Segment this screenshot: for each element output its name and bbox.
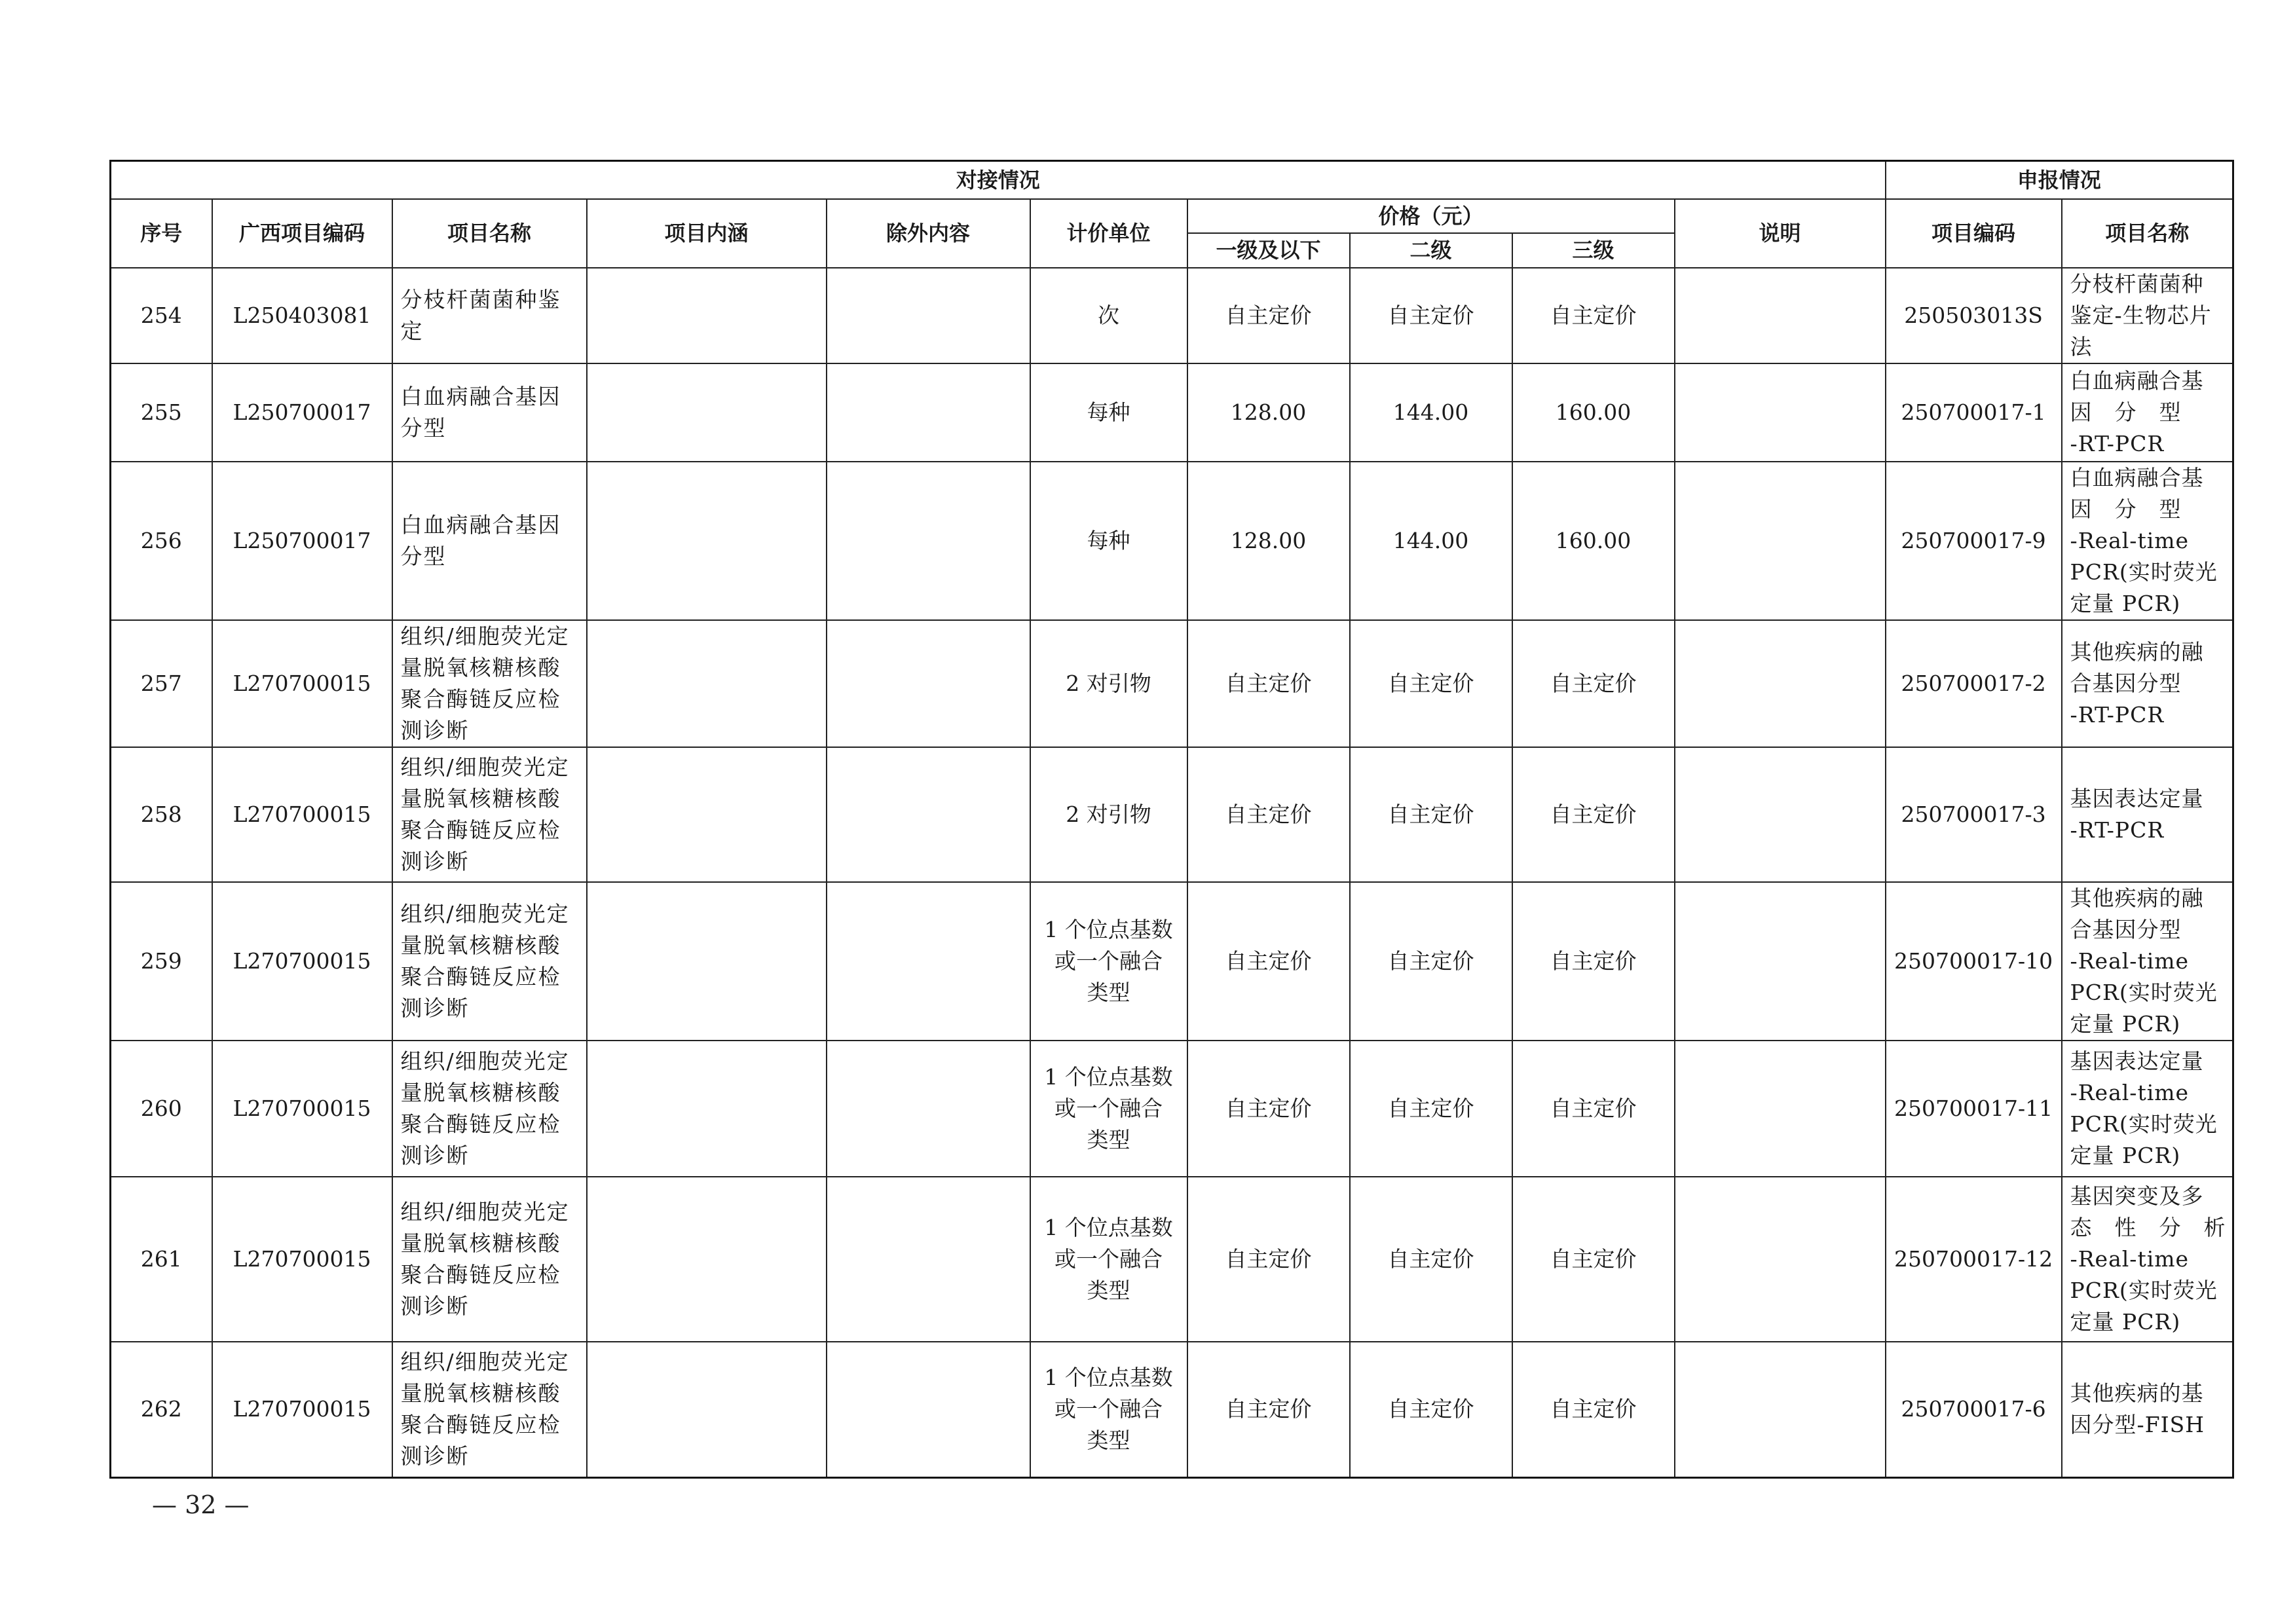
- cell-unit: [1030, 1041, 1187, 1177]
- cell-name: [392, 1041, 587, 1177]
- cell-reg-name-line: 法: [2070, 333, 2093, 360]
- cell-content: [587, 1342, 827, 1478]
- group-header-docking: 对接情况: [111, 161, 1886, 199]
- table-row: [111, 747, 2233, 882]
- cell-exclusion: [827, 462, 1030, 620]
- cell-price-level2: 144.00: [1350, 462, 1512, 620]
- cell-name-line: 测诊断: [400, 717, 470, 743]
- cell-price-level1: 自主定价: [1187, 1342, 1350, 1478]
- cell-reg-name-line: 合基因分型: [2070, 916, 2182, 942]
- cell-gx-code: L270700015: [212, 747, 392, 882]
- cell-unit-line: 或一个融合: [1054, 1396, 1163, 1422]
- cell-unit-line: 1 个位点基数: [1044, 1214, 1173, 1240]
- cell-price-level2: 自主定价: [1350, 268, 1512, 363]
- cell-note: [1675, 462, 1886, 620]
- cell-exclusion: [827, 747, 1030, 882]
- cell-name-line: 量脱氧核糖核酸: [400, 785, 561, 811]
- cell-price-level2: 144.00: [1350, 363, 1512, 462]
- cell-note: [1675, 1041, 1886, 1177]
- cell-unit: [1030, 1342, 1187, 1478]
- cell-reg-name-line: -Real-time: [2070, 1246, 2190, 1272]
- cell-gx-code: L250700017: [212, 462, 392, 620]
- cell-name-line: 组织/细胞荧光定: [400, 1349, 570, 1375]
- cell-note: [1675, 747, 1886, 882]
- header-content: 项目内涵: [587, 199, 827, 268]
- table-row: [111, 1041, 2233, 1177]
- cell-exclusion: [827, 1342, 1030, 1478]
- cell-reg-name-line: -RT-PCR: [2070, 430, 2165, 456]
- cell-content: [587, 268, 827, 363]
- cell-reg-name-line: 鉴定-生物芯片: [2070, 302, 2212, 328]
- cell-note: [1675, 620, 1886, 747]
- cell-exclusion: [827, 1041, 1030, 1177]
- cell-reg-name-line: 分枝杆菌菌种: [2070, 270, 2204, 297]
- cell-price-level1: 自主定价: [1187, 268, 1350, 363]
- cell-price-level3: 160.00: [1512, 363, 1675, 462]
- table-row: [111, 620, 2233, 747]
- header-reg-name: 项目名称: [2062, 199, 2233, 268]
- cell-seq: 254: [111, 268, 212, 363]
- cell-seq: 256: [111, 462, 212, 620]
- cell-price-level1: 128.00: [1187, 363, 1350, 462]
- cell-reg-name-line: -Real-time: [2070, 527, 2190, 553]
- header-exclusion: 除外内容: [827, 199, 1030, 268]
- cell-reg-name-line: PCR(实时荧光: [2070, 1111, 2218, 1137]
- cell-gx-code: L270700015: [212, 882, 392, 1041]
- cell-gx-code: L250403081: [212, 268, 392, 363]
- cell-price-level1: 自主定价: [1187, 620, 1350, 747]
- cell-unit: [1030, 1177, 1187, 1342]
- cell-name-line: 测诊断: [400, 1293, 470, 1319]
- cell-price-level2: 自主定价: [1350, 882, 1512, 1041]
- cell-name-line: 分型: [400, 415, 447, 441]
- cell-gx-code: L270700015: [212, 620, 392, 747]
- cell-name: [392, 620, 587, 747]
- cell-reg-name: [2062, 747, 2233, 882]
- cell-unit: [1030, 882, 1187, 1041]
- cell-note: [1675, 882, 1886, 1041]
- cell-unit-line: 类型: [1087, 1126, 1130, 1153]
- cell-reg-name: [2062, 268, 2233, 363]
- cell-unit: [1030, 747, 1187, 882]
- cell-price-level3: 自主定价: [1512, 747, 1675, 882]
- cell-unit-line: 每种: [1087, 399, 1130, 425]
- cell-price-level1: 128.00: [1187, 462, 1350, 620]
- header-unit: 计价单位: [1030, 199, 1187, 268]
- cell-gx-code: L270700015: [212, 1342, 392, 1478]
- cell-reg-name-line: -Real-time: [2070, 1079, 2190, 1105]
- table-row: [111, 363, 2233, 462]
- cell-reg-name: [2062, 1041, 2233, 1177]
- cell-unit-line: 2 对引物: [1066, 801, 1151, 827]
- cell-unit-line: 1 个位点基数: [1044, 916, 1173, 942]
- cell-price-level1: 自主定价: [1187, 1041, 1350, 1177]
- cell-unit-line: 或一个融合: [1054, 948, 1163, 974]
- cell-price-level2: 自主定价: [1350, 1342, 1512, 1478]
- cell-name-line: 组织/细胞荧光定: [400, 623, 570, 649]
- cell-exclusion: [827, 363, 1030, 462]
- cell-price-level3: 自主定价: [1512, 1041, 1675, 1177]
- cell-name: [392, 1342, 587, 1478]
- header-level1: 一级及以下: [1187, 233, 1350, 268]
- cell-name-line: 测诊断: [400, 848, 470, 874]
- cell-code: 250700017-2: [1886, 620, 2062, 747]
- cell-unit-line: 类型: [1087, 1277, 1130, 1303]
- cell-name-line: 聚合酶链反应检: [400, 963, 561, 989]
- cell-name-line: 量脱氧核糖核酸: [400, 1380, 561, 1407]
- header-level2: 二级: [1350, 233, 1512, 268]
- cell-name-line: 测诊断: [400, 1443, 470, 1469]
- cell-name: [392, 363, 587, 462]
- cell-price-level2: 自主定价: [1350, 620, 1512, 747]
- cell-note: [1675, 268, 1886, 363]
- cell-name-line: 定: [400, 318, 424, 344]
- cell-code: 250700017-11: [1886, 1041, 2062, 1177]
- cell-reg-name-line: -Real-time: [2070, 948, 2190, 974]
- cell-reg-name: [2062, 882, 2233, 1041]
- cell-code: 250700017-6: [1886, 1342, 2062, 1478]
- cell-price-level2: 自主定价: [1350, 747, 1512, 882]
- cell-name: [392, 1177, 587, 1342]
- cell-unit-line: 或一个融合: [1054, 1095, 1163, 1121]
- cell-content: [587, 1041, 827, 1177]
- cell-reg-name-line: -RT-PCR: [2070, 817, 2165, 843]
- cell-unit: [1030, 363, 1187, 462]
- cell-price-level2: 自主定价: [1350, 1177, 1512, 1342]
- cell-note: [1675, 1342, 1886, 1478]
- cell-exclusion: [827, 620, 1030, 747]
- cell-reg-name-line: 基因突变及多: [2070, 1183, 2204, 1209]
- cell-reg-name: [2062, 462, 2233, 620]
- header-level3: 三级: [1512, 233, 1675, 268]
- cell-seq: 259: [111, 882, 212, 1041]
- cell-reg-name-line: PCR(实时荧光: [2070, 1277, 2218, 1303]
- cell-unit-line: 1 个位点基数: [1044, 1365, 1173, 1391]
- price-table: [109, 160, 2234, 1479]
- header-note: 说明: [1675, 199, 1886, 268]
- cell-name-line: 量脱氧核糖核酸: [400, 932, 561, 958]
- cell-name-line: 组织/细胞荧光定: [400, 900, 570, 927]
- cell-name-line: 组织/细胞荧光定: [400, 1048, 570, 1074]
- cell-note: [1675, 1177, 1886, 1342]
- cell-price-level3: 自主定价: [1512, 882, 1675, 1041]
- cell-reg-name-line: 定量 PCR): [2070, 590, 2181, 616]
- cell-name: [392, 747, 587, 882]
- cell-reg-name-line: 其他疾病的融: [2070, 638, 2204, 665]
- cell-unit-line: 次: [1098, 302, 1119, 328]
- cell-reg-name: [2062, 620, 2233, 747]
- cell-name-line: 测诊断: [400, 1142, 470, 1168]
- cell-reg-name-line: 基因表达定量: [2070, 785, 2204, 811]
- cell-name-line: 组织/细胞荧光定: [400, 1198, 570, 1225]
- table-row: [111, 882, 2233, 1041]
- cell-unit-line: 2 对引物: [1066, 670, 1151, 696]
- cell-reg-name-line: 因 分 型: [2070, 399, 2182, 425]
- cell-price-level3: 自主定价: [1512, 620, 1675, 747]
- cell-unit-line: 每种: [1087, 527, 1130, 553]
- cell-code: 250700017-10: [1886, 882, 2062, 1041]
- cell-name-line: 聚合酶链反应检: [400, 686, 561, 712]
- cell-price-level3: 自主定价: [1512, 268, 1675, 363]
- cell-gx-code: L250700017: [212, 363, 392, 462]
- cell-reg-name-line: PCR(实时荧光: [2070, 979, 2218, 1005]
- cell-reg-name-line: 定量 PCR): [2070, 1308, 2181, 1335]
- cell-code: 250503013S: [1886, 268, 2062, 363]
- cell-exclusion: [827, 1177, 1030, 1342]
- cell-unit: [1030, 268, 1187, 363]
- cell-name-line: 分型: [400, 543, 447, 569]
- cell-reg-name-line: -RT-PCR: [2070, 701, 2165, 728]
- cell-name-line: 聚合酶链反应检: [400, 1111, 561, 1137]
- cell-unit-line: 类型: [1087, 1428, 1130, 1454]
- cell-name-line: 组织/细胞荧光定: [400, 754, 570, 780]
- header-seq: 序号: [111, 199, 212, 268]
- cell-reg-name: [2062, 363, 2233, 462]
- cell-seq: 260: [111, 1041, 212, 1177]
- cell-price-level2: 自主定价: [1350, 1041, 1512, 1177]
- header-name: 项目名称: [392, 199, 587, 268]
- cell-name-line: 量脱氧核糖核酸: [400, 1079, 561, 1105]
- cell-name: [392, 882, 587, 1041]
- cell-reg-name-line: 合基因分型: [2070, 670, 2182, 696]
- cell-reg-name-line: PCR(实时荧光: [2070, 559, 2218, 585]
- table-row: [111, 462, 2233, 620]
- table-row: [111, 1177, 2233, 1342]
- cell-unit: [1030, 462, 1187, 620]
- cell-content: [587, 620, 827, 747]
- table-row: [111, 268, 2233, 363]
- cell-seq: 262: [111, 1342, 212, 1478]
- cell-seq: 255: [111, 363, 212, 462]
- cell-seq: 258: [111, 747, 212, 882]
- cell-reg-name-line: 态 性 分 析: [2070, 1214, 2226, 1240]
- cell-name-line: 白血病融合基因: [400, 511, 561, 538]
- header-gx-code: 广西项目编码: [212, 199, 392, 268]
- cell-price-level1: 自主定价: [1187, 1177, 1350, 1342]
- header-code: 项目编码: [1886, 199, 2062, 268]
- cell-name-line: 分枝杆菌菌种鉴: [400, 286, 561, 312]
- cell-reg-name-line: 白血病融合基: [2070, 464, 2204, 490]
- cell-content: [587, 882, 827, 1041]
- cell-content: [587, 363, 827, 462]
- cell-price-level3: 160.00: [1512, 462, 1675, 620]
- cell-price-level1: 自主定价: [1187, 747, 1350, 882]
- cell-reg-name-line: 因分型-FISH: [2070, 1412, 2205, 1438]
- cell-exclusion: [827, 268, 1030, 363]
- cell-name-line: 量脱氧核糖核酸: [400, 654, 561, 680]
- cell-name-line: 聚合酶链反应检: [400, 1261, 561, 1287]
- cell-unit-line: 1 个位点基数: [1044, 1063, 1173, 1090]
- group-header-application: 申报情况: [1886, 161, 2233, 199]
- table-body: [111, 268, 2233, 1478]
- cell-name-line: 聚合酶链反应检: [400, 1412, 561, 1438]
- cell-reg-name-line: 其他疾病的融: [2070, 885, 2204, 911]
- cell-name-line: 测诊断: [400, 995, 470, 1021]
- cell-content: [587, 747, 827, 882]
- table-header: [111, 161, 2233, 268]
- cell-price-level1: 自主定价: [1187, 882, 1350, 1041]
- page-number: — 32 —: [152, 1490, 250, 1519]
- cell-seq: 257: [111, 620, 212, 747]
- cell-reg-name-line: 因 分 型: [2070, 496, 2182, 522]
- cell-reg-name-line: 其他疾病的基: [2070, 1380, 2204, 1407]
- cell-gx-code: L270700015: [212, 1177, 392, 1342]
- cell-content: [587, 462, 827, 620]
- cell-unit-line: 或一个融合: [1054, 1246, 1163, 1272]
- header-price: 价格（元）: [1187, 199, 1675, 233]
- cell-name: [392, 268, 587, 363]
- cell-note: [1675, 363, 1886, 462]
- cell-name-line: 量脱氧核糖核酸: [400, 1230, 561, 1256]
- cell-reg-name: [2062, 1177, 2233, 1342]
- cell-price-level3: 自主定价: [1512, 1342, 1675, 1478]
- cell-name: [392, 462, 587, 620]
- cell-reg-name-line: 定量 PCR): [2070, 1142, 2181, 1168]
- cell-content: [587, 1177, 827, 1342]
- cell-reg-name-line: 定量 PCR): [2070, 1010, 2181, 1037]
- cell-name-line: 聚合酶链反应检: [400, 817, 561, 843]
- price-table-page: [109, 160, 2232, 1479]
- cell-code: 250700017-9: [1886, 462, 2062, 620]
- cell-exclusion: [827, 882, 1030, 1041]
- cell-code: 250700017-12: [1886, 1177, 2062, 1342]
- cell-reg-name: [2062, 1342, 2233, 1478]
- cell-name-line: 白血病融合基因: [400, 383, 561, 409]
- cell-reg-name-line: 白血病融合基: [2070, 367, 2204, 394]
- cell-price-level3: 自主定价: [1512, 1177, 1675, 1342]
- cell-gx-code: L270700015: [212, 1041, 392, 1177]
- cell-reg-name-line: 基因表达定量: [2070, 1048, 2204, 1074]
- cell-unit-line: 类型: [1087, 979, 1130, 1005]
- cell-seq: 261: [111, 1177, 212, 1342]
- cell-unit: [1030, 620, 1187, 747]
- table-row: [111, 1342, 2233, 1478]
- cell-code: 250700017-3: [1886, 747, 2062, 882]
- cell-code: 250700017-1: [1886, 363, 2062, 462]
